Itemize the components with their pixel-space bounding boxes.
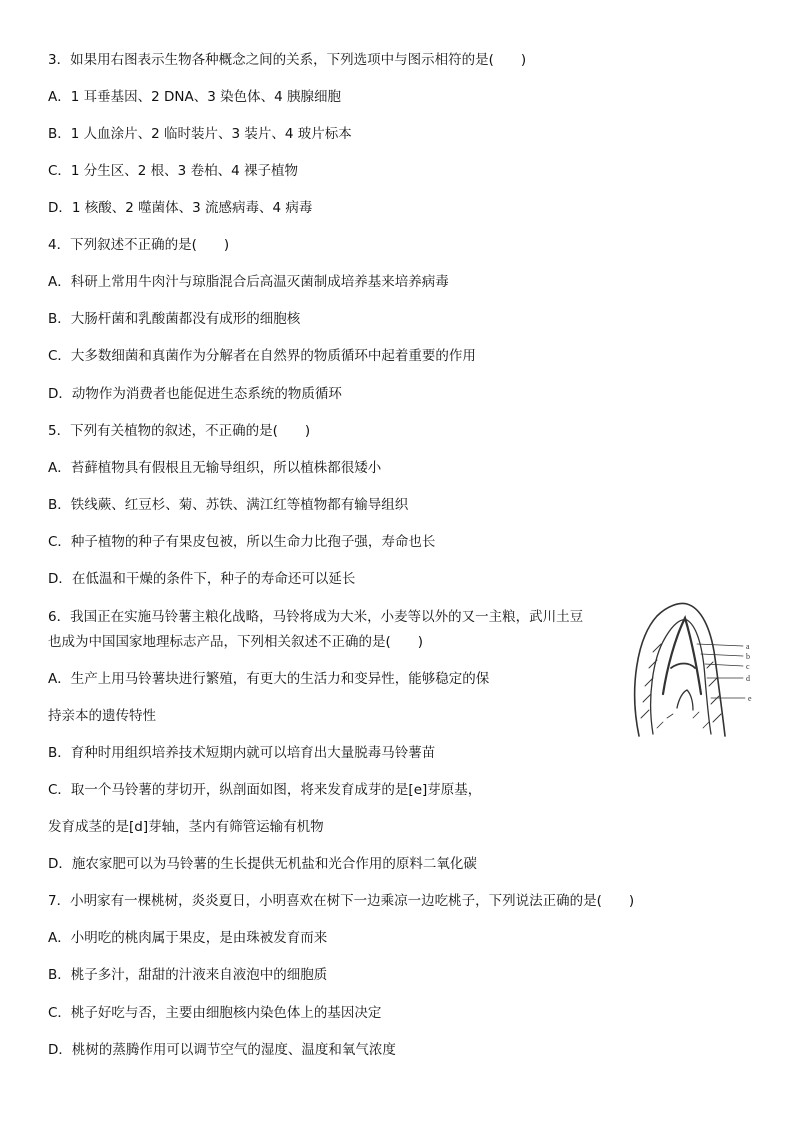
figure-label-e: e xyxy=(748,694,752,703)
figure-label-b: b xyxy=(746,652,750,661)
question-6-option-a: A．生产上用马铃薯块进行繁殖，有更大的生活力和变异性，能够稳定的保 xyxy=(48,671,490,687)
question-7-option-d: D．桃树的蒸腾作用可以调节空气的湿度、温度和氧气浓度 xyxy=(48,1042,396,1058)
figure-label-a: a xyxy=(746,642,750,651)
question-7-stem: 7．小明家有一棵桃树，炎炎夏日，小明喜欢在树下一边乘凉一边吃桃子，下列说法正确的是( ) xyxy=(48,893,635,909)
question-7-option-b: B．桃子多汁，甜甜的汁液来自液泡中的细胞质 xyxy=(48,967,328,983)
question-4-option-d: D．动物作为消费者也能促进生态系统的物质循环 xyxy=(48,386,342,402)
figure-label-d: d xyxy=(746,674,750,683)
question-4-option-b: B．大肠杆菌和乳酸菌都没有成形的细胞核 xyxy=(48,311,301,327)
question-5-option-a: A．苔藓植物具有假根且无输导组织，所以植株都很矮小 xyxy=(48,460,382,476)
question-4-option-a: A．科研上常用牛肉汁与琼脂混合后高温灭菌制成培养基来培养病毒 xyxy=(48,274,449,290)
question-3-option-c: C．1 分生区、2 根、3 卷柏、4 裸子植物 xyxy=(48,163,298,179)
question-6-stem-line-1: 6．我国正在实施马铃薯主粮化战略，马铃将成为大米，小麦等以外的又一主粮，武川土豆 xyxy=(48,609,584,625)
question-3-stem: 3．如果用右图表示生物各种概念之间的关系，下列选项中与图示相符的是( ) xyxy=(48,52,527,68)
figure-label-c: c xyxy=(746,662,750,671)
question-6-option-d: D．施农家肥可以为马铃薯的生长提供无机盐和光合作用的原料二氧化碳 xyxy=(48,856,477,872)
question-7-option-c: C．桃子好吃与否，主要由细胞核内染色体上的基因决定 xyxy=(48,1005,382,1021)
question-4-option-c: C．大多数细菌和真菌作为分解者在自然界的物质循环中起着重要的作用 xyxy=(48,348,476,364)
question-6-stem-line-2: 也成为中国国家地理标志产品，下列相关叙述不正确的是( ) xyxy=(48,634,424,650)
question-5-stem: 5．下列有关植物的叙述，不正确的是( ) xyxy=(48,423,311,439)
question-3-option-b: B．1 人血涂片、2 临时装片、3 装片、4 玻片标本 xyxy=(48,126,352,142)
question-6-option-a-continued: 持亲本的遗传特性 xyxy=(48,708,156,724)
question-3-option-d: D．1 核酸、2 噬菌体、3 流感病毒、4 病毒 xyxy=(48,200,313,216)
question-4-stem: 4．下列叙述不正确的是( ) xyxy=(48,237,230,253)
question-5-option-b: B．铁线蕨、红豆杉、菊、苏铁、满江红等植物都有输导组织 xyxy=(48,497,409,513)
question-5-option-c: C．种子植物的种子有果皮包被，所以生命力比孢子强，寿命也长 xyxy=(48,534,436,550)
question-6-option-b: B．育种时用组织培养技术短期内就可以培育出大量脱毒马铃薯苗 xyxy=(48,745,436,761)
question-6-option-c-continued: 发育成茎的是[d]芽轴，茎内有筛管运输有机物 xyxy=(48,819,324,835)
question-7-option-a: A．小明吃的桃肉属于果皮，是由珠被发育而来 xyxy=(48,930,328,946)
potato-bud-section-figure xyxy=(627,598,767,740)
question-3-option-a: A．1 耳垂基因、2 DNA、3 染色体、4 胰腺细胞 xyxy=(48,89,341,105)
question-6-option-c: C．取一个马铃薯的芽切开，纵剖面如图，将来发育成芽的是[e]芽原基， xyxy=(48,782,482,798)
question-5-option-d: D．在低温和干燥的条件下，种子的寿命还可以延长 xyxy=(48,571,356,587)
